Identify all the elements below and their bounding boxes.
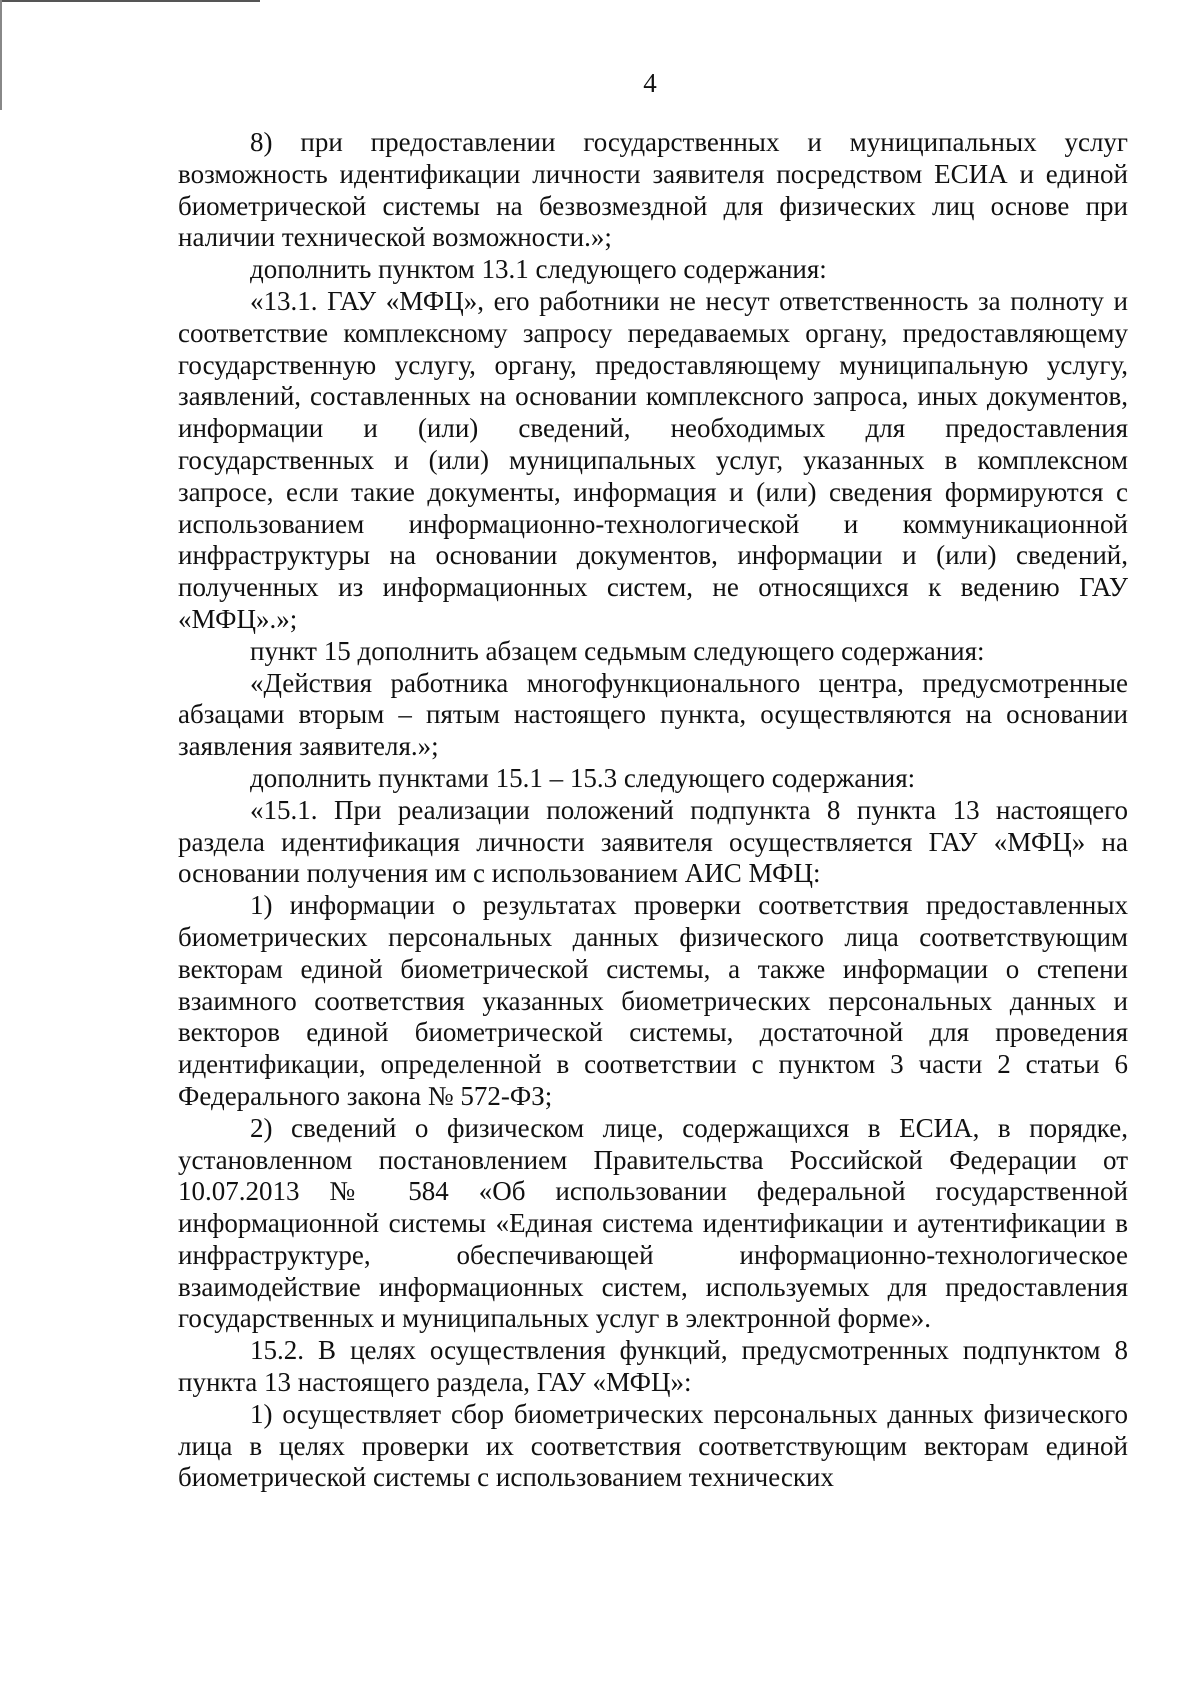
paragraph-amendment-13-1: дополнить пунктом 13.1 следующего содержания: xyxy=(250,254,827,285)
paragraph-15-1-item-2: 2) сведений о физическом лице, содержащихся в ЕСИА, в порядке, установленном постановлением Правительства Российской Федерации от 10.07.2013 № 584 «Об использовании федеральной государственной информационной системы «Единая система идентификации и аутентификации в инфраструктуре, обеспечивающей информационно-технологическое взаимодействие информационных систем, используемых для предоставления государственных и муниципальных услуг в электронной форме». xyxy=(178,1112,1128,1334)
paragraph-13-1: «13.1. ГАУ «МФЦ», его работники не несут ответственность за полноту и соответствие комплексному запросу передаваемых органу, предоставляющему государственную услугу, органу, предоставляющему муниципальную услугу, заявлений, составленных на основании комплексного запроса, иных документов, информации и (или) сведений, необходимых для предоставления государственных и (или) муниципальных услуг, указанных в комплексном запросе, если такие документы, информация и (или) сведения формируются с использованием информационно-технологической и коммуникационной инфраструктуры на основании документов, информации и (или) сведений, полученных из информационных систем, не относящихся к ведению ГАУ «МФЦ».»; xyxy=(178,285,1128,634)
paragraph-15-2-item-1: 1) осуществляет сбор биометрических персональных данных физического лица в целях проверки их соответствия соответствующим векторам единой биометрической системы с использованием технических xyxy=(178,1398,1128,1493)
paragraph-amendment-15-1-15-3: дополнить пунктами 15.1 – 15.3 следующего содержания: xyxy=(250,762,916,793)
page-number: 4 xyxy=(643,68,657,98)
scan-edge-line xyxy=(0,0,260,2)
paragraph-15-1-item-1: 1) информации о результатах проверки соответствия предоставленных биометрических персональных данных физического лица соответствующим векторам единой биометрической системы, а также информации о степени взаимного соответствия указанных биометрических персональных данных и векторов единой биометрической системы, достаточной для проведения идентификации, определенной в соответствии с пунктом 3 части 2 статьи 6 Федерального закона № 572-ФЗ; xyxy=(178,890,1128,1111)
paragraph-item-8: 8) при предоставлении государственных и муниципальных услуг возможность идентификации личности заявителя посредством ЕСИА и единой биометрической системы на безвозмездной для физических лиц основе при наличии технической возможности.»; xyxy=(178,127,1128,253)
paragraph-15-1: «15.1. При реализации положений подпункта 8 пункта 13 настоящего раздела идентификация личности заявителя осуществляется ГАУ «МФЦ» на основании получения им с использованием АИС МФЦ: xyxy=(178,794,1128,889)
document-body xyxy=(178,127,1128,1494)
paragraph-amendment-15: пункт 15 дополнить абзацем седьмым следующего содержания: xyxy=(250,635,985,666)
paragraph-15-seventh: «Действия работника многофункционального центра, предусмотренные абзацами вторым – пятым настоящего пункта, осуществляются на основании заявления заявителя.»; xyxy=(178,667,1128,762)
paragraph-15-2: 15.2. В целях осуществления функций, предусмотренных подпунктом 8 пункта 13 настоящего раздела, ГАУ «МФЦ»: xyxy=(178,1335,1128,1398)
